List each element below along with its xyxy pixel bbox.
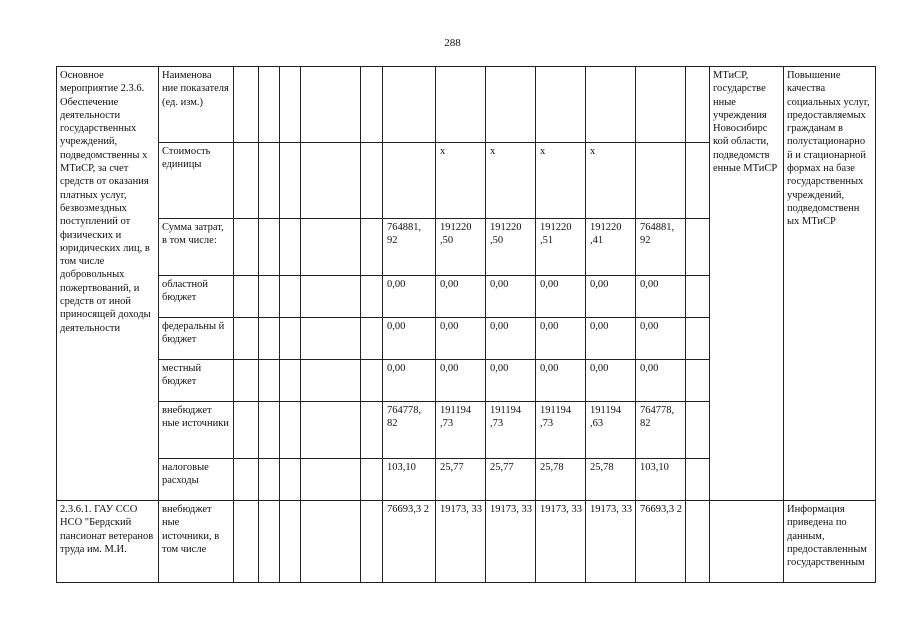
value-cell: 103,10 xyxy=(636,459,686,501)
empty-cell xyxy=(361,318,383,360)
empty-cell xyxy=(361,459,383,501)
value-cell: 0,00 xyxy=(536,360,586,402)
submeasure-name-cell: 2.3.6.1. ГАУ ССО НСО "Бердский пансионат ветеранов труда им. М.И. xyxy=(57,501,159,583)
empty-cell xyxy=(361,360,383,402)
value-cell: 25,77 xyxy=(486,459,536,501)
empty-cell xyxy=(259,67,280,143)
empty-cell xyxy=(280,318,301,360)
value-cell xyxy=(383,143,436,219)
value-cell: 0,00 xyxy=(486,360,536,402)
value-cell: x xyxy=(436,143,486,219)
program-table xyxy=(56,66,876,583)
value-cell: 0,00 xyxy=(383,276,436,318)
empty-cell xyxy=(259,501,280,583)
value-cell: 191220 ,50 xyxy=(436,219,486,276)
empty-cell xyxy=(234,402,259,459)
value-cell: x xyxy=(486,143,536,219)
result-cell: Повышение качества социальных услуг, предоставляемых гражданам в полустационарно й и стационарной формах на базе государственных учреждений, подведомственн ых МТиСР xyxy=(784,67,876,501)
empty-cell xyxy=(280,143,301,219)
table-row-submeasure xyxy=(57,501,876,583)
value-cell: 764881, 92 xyxy=(636,219,686,276)
empty-cell xyxy=(301,67,361,143)
empty-cell xyxy=(259,219,280,276)
empty-cell xyxy=(259,459,280,501)
value-cell: 76693,3 2 xyxy=(383,501,436,583)
empty-cell xyxy=(280,219,301,276)
value-cell: 25,78 xyxy=(586,459,636,501)
empty-cell xyxy=(361,501,383,583)
empty-cell xyxy=(234,143,259,219)
empty-cell xyxy=(259,402,280,459)
value-cell: 0,00 xyxy=(636,276,686,318)
submeasure-executor-cell xyxy=(710,501,784,583)
value-cell xyxy=(486,67,536,143)
empty-cell xyxy=(301,360,361,402)
empty-cell xyxy=(234,360,259,402)
empty-cell xyxy=(234,276,259,318)
value-cell: 191194 ,73 xyxy=(486,402,536,459)
empty-cell xyxy=(361,402,383,459)
value-cell: 764778, 82 xyxy=(383,402,436,459)
row-label: местный бюджет xyxy=(159,360,234,402)
empty-cell xyxy=(361,143,383,219)
empty-cell xyxy=(301,402,361,459)
row-label: Сумма затрат, в том числе: xyxy=(159,219,234,276)
empty-cell xyxy=(686,501,710,583)
value-cell xyxy=(636,67,686,143)
value-cell: 0,00 xyxy=(536,318,586,360)
empty-cell xyxy=(361,67,383,143)
value-cell: 0,00 xyxy=(486,276,536,318)
value-cell: 191194 ,73 xyxy=(436,402,486,459)
value-cell: 0,00 xyxy=(383,318,436,360)
empty-cell xyxy=(686,459,710,501)
value-cell xyxy=(636,143,686,219)
value-cell: 191194 ,73 xyxy=(536,402,586,459)
empty-cell xyxy=(686,276,710,318)
value-cell xyxy=(586,67,636,143)
value-cell: 0,00 xyxy=(636,318,686,360)
value-cell: 191220 ,51 xyxy=(536,219,586,276)
value-cell: 25,77 xyxy=(436,459,486,501)
value-cell xyxy=(436,67,486,143)
value-cell: 0,00 xyxy=(586,360,636,402)
empty-cell xyxy=(280,501,301,583)
empty-cell xyxy=(234,459,259,501)
empty-cell xyxy=(234,67,259,143)
value-cell: 764778, 82 xyxy=(636,402,686,459)
value-cell: 19173, 33 xyxy=(536,501,586,583)
empty-cell xyxy=(259,143,280,219)
row-label: внебюджет ные источники, в том числе xyxy=(159,501,234,583)
empty-cell xyxy=(686,318,710,360)
empty-cell xyxy=(686,360,710,402)
row-label: Наименова ние показателя (ед. изм.) xyxy=(159,67,234,143)
value-cell: 25,78 xyxy=(536,459,586,501)
submeasure-result-cell: Информация приведена по данным, предоставленным государственным xyxy=(784,501,876,583)
value-cell: x xyxy=(586,143,636,219)
value-cell: 103,10 xyxy=(383,459,436,501)
empty-cell xyxy=(686,143,710,219)
value-cell: 19173, 33 xyxy=(486,501,536,583)
empty-cell xyxy=(301,219,361,276)
empty-cell xyxy=(301,459,361,501)
empty-cell xyxy=(259,276,280,318)
value-cell: 0,00 xyxy=(436,276,486,318)
value-cell: 0,00 xyxy=(586,318,636,360)
empty-cell xyxy=(361,276,383,318)
value-cell xyxy=(383,67,436,143)
row-label: налоговые расходы xyxy=(159,459,234,501)
value-cell: 0,00 xyxy=(536,276,586,318)
value-cell: 0,00 xyxy=(636,360,686,402)
row-label: внебюджет ные источники xyxy=(159,402,234,459)
empty-cell xyxy=(301,501,361,583)
value-cell: 191220 ,50 xyxy=(486,219,536,276)
empty-cell xyxy=(301,318,361,360)
empty-cell xyxy=(280,276,301,318)
empty-cell xyxy=(301,143,361,219)
empty-cell xyxy=(259,318,280,360)
value-cell: 0,00 xyxy=(586,276,636,318)
row-label: областной бюджет xyxy=(159,276,234,318)
value-cell: 0,00 xyxy=(383,360,436,402)
empty-cell xyxy=(280,67,301,143)
value-cell: 0,00 xyxy=(436,318,486,360)
empty-cell xyxy=(234,318,259,360)
value-cell xyxy=(536,67,586,143)
empty-cell xyxy=(280,360,301,402)
value-cell: 0,00 xyxy=(486,318,536,360)
value-cell: 19173, 33 xyxy=(586,501,636,583)
empty-cell xyxy=(234,501,259,583)
measure-name-cell: Основное мероприятие 2.3.6. Обеспечение деятельности государственных учреждений, подведомственны х МТиСР, за счет средств от оказания платных услуг, безвозмездных поступлений от физических и юридических лиц, в том числе добровольных пожертвований, и средств от иной приносящей доходы деятельности xyxy=(57,67,159,501)
empty-cell xyxy=(686,219,710,276)
row-label: федеральны й бюджет xyxy=(159,318,234,360)
value-cell: 191220 ,41 xyxy=(586,219,636,276)
empty-cell xyxy=(280,459,301,501)
empty-cell xyxy=(280,402,301,459)
value-cell: x xyxy=(536,143,586,219)
value-cell: 764881, 92 xyxy=(383,219,436,276)
empty-cell xyxy=(301,276,361,318)
table-row-indicator xyxy=(57,67,876,143)
empty-cell xyxy=(259,360,280,402)
empty-cell xyxy=(686,402,710,459)
value-cell: 0,00 xyxy=(436,360,486,402)
value-cell: 191194 ,63 xyxy=(586,402,636,459)
value-cell: 76693,3 2 xyxy=(636,501,686,583)
empty-cell xyxy=(234,219,259,276)
executor-cell: МТиСР, государстве нные учреждения Новосибирс кой области, подведомств енные МТиСР xyxy=(710,67,784,501)
empty-cell xyxy=(686,67,710,143)
empty-cell xyxy=(361,219,383,276)
page-number: 288 xyxy=(444,37,461,49)
row-label: Стоимость единицы xyxy=(159,143,234,219)
value-cell: 19173, 33 xyxy=(436,501,486,583)
